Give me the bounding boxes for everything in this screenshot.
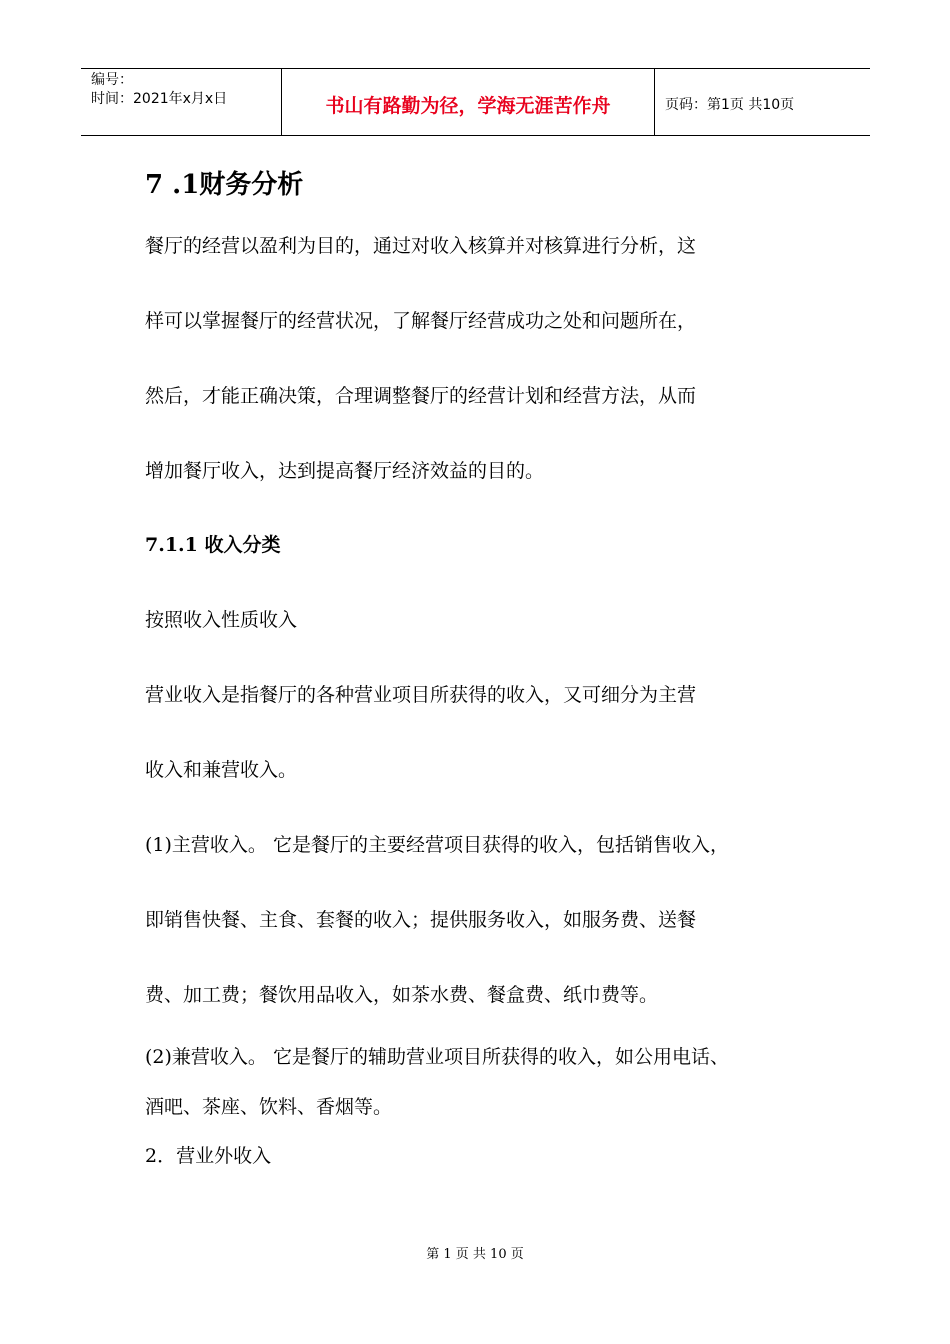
operating-income-line-2: 收入和兼营收入。 — [145, 759, 298, 781]
intro-line-3: 然后，才能正确决策，合理调整餐厅的经营计划和经营方法，从而 — [145, 385, 697, 407]
header-meta-cell — [81, 69, 282, 135]
header-motto: 书山有路勤为径，学海无涯苦作舟 — [282, 69, 655, 135]
header-page-code: 页码：第1页 共10页 — [665, 97, 795, 113]
side-income-line-1: (2)兼营收入。 它是餐厅的辅助营业项目所获得的收入，如公用电话、 — [145, 1046, 729, 1068]
document-number-label: 编号： — [91, 72, 133, 88]
intro-line-1: 餐厅的经营以盈利为目的，通过对收入核算并对核算进行分析，这 — [145, 235, 697, 257]
section-heading: 7.1.1 收入分类 — [145, 534, 281, 556]
non-operating-income-heading: 2．营业外收入 — [145, 1145, 272, 1167]
page-footer: 第 1 页 共 10 页 — [426, 1247, 524, 1262]
main-income-line-1: (1)主营收入。 它是餐厅的主要经营项目获得的收入，包括销售收入， — [145, 834, 729, 856]
intro-line-2: 样可以掌握餐厅的经营状况，了解餐厅经营成功之处和问题所在， — [145, 310, 697, 332]
main-income-line-2: 即销售快餐、主食、套餐的收入；提供服务收入，如服务费、送餐 — [145, 909, 697, 931]
page-header — [81, 68, 870, 136]
page-title: 7 .1财务分析 — [145, 170, 304, 200]
classification-line: 按照收入性质收入 — [145, 609, 298, 631]
main-income-line-3: 费、加工费；餐饮用品收入，如茶水费、餐盒费、纸巾费等。 — [145, 984, 659, 1006]
document-time-label: 时间：2021年x月x日 — [91, 91, 228, 107]
side-income-line-2: 酒吧、茶座、饮料、香烟等。 — [145, 1096, 393, 1118]
intro-line-4: 增加餐厅收入，达到提高餐厅经济效益的目的。 — [145, 460, 545, 482]
operating-income-line-1: 营业收入是指餐厅的各种营业项目所获得的收入，又可细分为主营 — [145, 684, 697, 706]
